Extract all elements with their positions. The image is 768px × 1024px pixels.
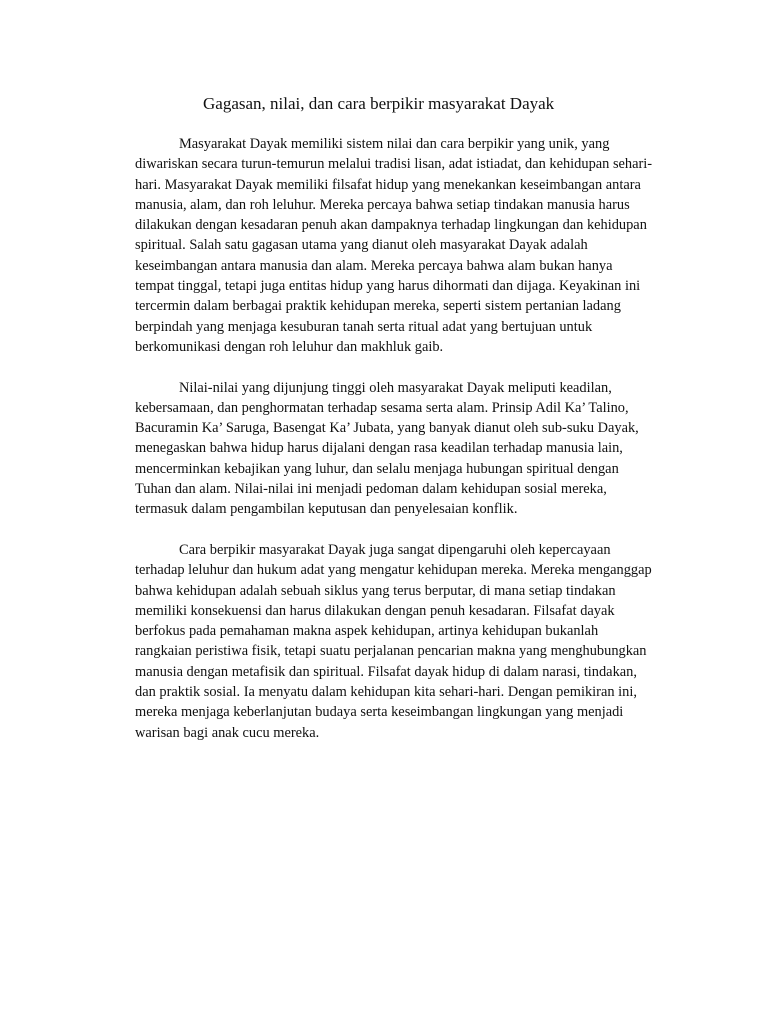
text-line: tercermin dalam berbagai praktik kehidupan mereka, seperti sistem pertanian ladang xyxy=(135,298,621,315)
text-line: diwariskan secara turun-temurun melalui tradisi lisan, adat istiadat, dan kehidupan sehari- xyxy=(135,156,653,173)
document-title: Gagasan, nilai, dan cara berpikir masyarakat Dayak xyxy=(203,94,555,113)
text-line: Masyarakat Dayak memiliki sistem nilai dan cara berpikir yang unik, yang xyxy=(179,136,610,152)
text-line: keseimbangan antara manusia dan alam. Mereka percaya bahwa alam bukan hanya xyxy=(135,257,613,274)
text-line: warisan bagi anak cucu mereka. xyxy=(135,724,320,741)
text-line: bahwa kehidupan adalah sebuah siklus yang terus berputar, di mana setiap tindakan xyxy=(135,582,616,599)
document-page xyxy=(135,92,680,763)
text-line: manusia dengan metafisik dan spiritual. Filsafat dayak hidup di dalam narasi, tindakan, xyxy=(135,663,637,680)
text-line: Cara berpikir masyarakat Dayak juga sangat dipengaruhi oleh kepercayaan xyxy=(179,541,611,558)
text-line: berfokus pada pemahaman makna aspek kehidupan, artinya kehidupan bukanlah xyxy=(135,623,599,640)
text-line: berpindah yang menjaga kesuburan tanah serta ritual adat yang bertujuan untuk xyxy=(135,318,593,335)
text-line: rangkaian peristiwa fisik, tetapi suatu perjalanan pencarian makna yang menghubungkan xyxy=(135,643,647,660)
text-line: menegaskan bahwa hidup harus dijalani dengan rasa keadilan terhadap manusia lain, xyxy=(135,440,623,457)
paragraph-2 xyxy=(135,378,680,520)
text-line: memiliki konsekuensi dan harus dilakukan dengan penuh kesadaran. Filsafat dayak xyxy=(135,602,615,619)
text-line: dan praktik sosial. Ia menyatu dalam kehidupan kita sehari-hari. Dengan pemikiran ini, xyxy=(135,684,637,701)
paragraph-1 xyxy=(135,134,680,357)
paragraph-3 xyxy=(135,540,680,743)
text-line: kebersamaan, dan penghormatan terhadap sesama serta alam. Prinsip Adil Ka’ Talino, xyxy=(135,399,629,416)
text-line: Nilai-nilai yang dijunjung tinggi oleh masyarakat Dayak meliputi keadilan, xyxy=(179,379,612,396)
text-line: mereka menjaga keberlanjutan budaya serta keseimbangan lingkungan yang menjadi xyxy=(135,704,624,721)
text-line: dilakukan dengan kesadaran penuh akan dampaknya terhadap lingkungan dan kehidupan xyxy=(135,217,647,234)
text-line: terhadap leluhur dan hukum adat yang mengatur kehidupan mereka. Mereka menganggap xyxy=(135,562,652,579)
text-line: tempat tinggal, tetapi juga entitas hidup yang harus dihormati dan dijaga. Keyakinan ini xyxy=(135,278,641,295)
text-line: hari. Masyarakat Dayak memiliki filsafat hidup yang menekankan keseimbangan antara xyxy=(135,176,641,193)
text-line: mencerminkan kebajikan yang luhur, dan selalu menjaga hubungan spiritual dengan xyxy=(135,460,619,477)
text-line: manusia, alam, dan roh leluhur. Mereka percaya bahwa setiap tindakan manusia harus xyxy=(135,196,630,213)
text-line: Tuhan dan alam. Nilai-nilai ini menjadi pedoman dalam kehidupan sosial mereka, xyxy=(135,481,607,498)
text-line: berkomunikasi dengan roh leluhur dan makhluk gaib. xyxy=(135,338,444,355)
text-line: Bacuramin Ka’ Saruga, Basengat Ka’ Jubata, yang banyak dianut oleh sub-suku Dayak, xyxy=(135,420,639,437)
text-line: spiritual. Salah satu gagasan utama yang dianut oleh masyarakat Dayak adalah xyxy=(135,237,588,254)
text-line: termasuk dalam pengambilan keputusan dan penyelesaian konflik. xyxy=(135,501,518,518)
